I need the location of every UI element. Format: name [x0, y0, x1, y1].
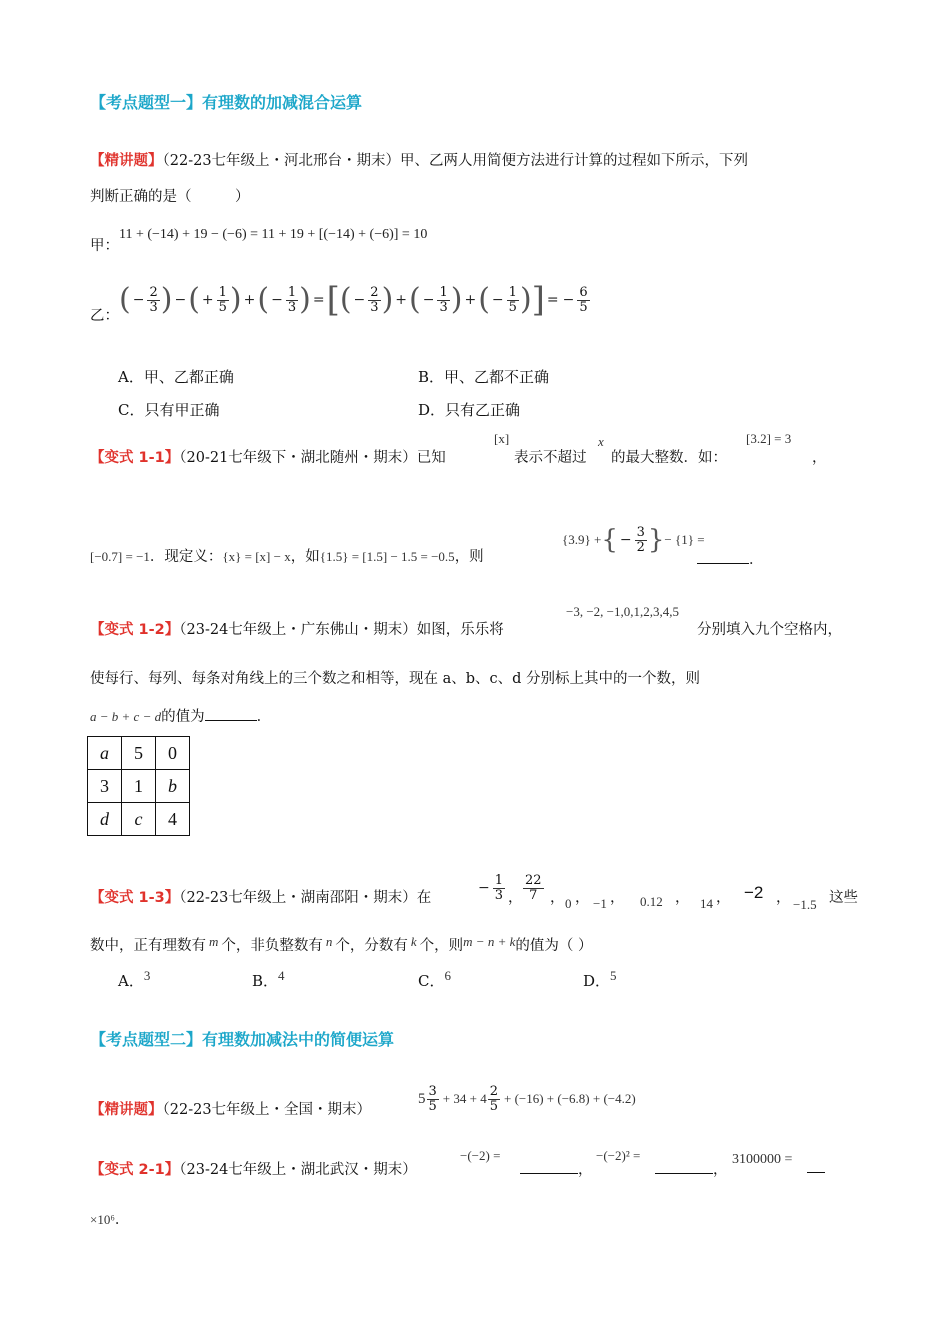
section1-heading: 【考点题型一】有理数的加减混合运算 [90, 93, 363, 112]
q2-tag: 【变式 1-1】 [90, 450, 180, 466]
grid-cell: 5 [122, 737, 156, 770]
q4-sep: ， [575, 890, 590, 906]
fraction: $\frac{1}{3}$ [287, 284, 297, 315]
fraction: $\frac{1}{5}$ [508, 284, 517, 315]
q1-option-a[interactable]: A．甲、乙都正确 [118, 368, 234, 386]
q3-text: 分别填入九个空格内， [697, 622, 842, 638]
yi-label: 乙： [90, 307, 119, 324]
q1-source: （22-23七年级上・河北邢台・期末）甲、乙两人用简便方法进行计算的过程如下所示，下列 [162, 153, 749, 169]
q2-text: 的最大整数．如： [611, 450, 727, 466]
s2-q2-line2: ×10⁶． [90, 1212, 130, 1228]
grid-cell: 3 [88, 770, 122, 803]
q4-sep: ， [550, 890, 565, 906]
q4-number-n7: −2 [744, 883, 764, 902]
q4-option-c[interactable]: C．6 [418, 968, 451, 990]
grid-cell: c [122, 803, 156, 836]
fraction: $\frac{1}{3}$ [439, 284, 448, 315]
q4-sep: ， [716, 890, 731, 906]
q3-tag: 【变式 1-2】 [90, 622, 180, 638]
grid-cell: a [88, 737, 122, 770]
fraction: $\frac{2}{3}$ [370, 284, 379, 315]
q3-numbers: −3, −2, −1,0,1,2,3,4,5 [566, 604, 679, 619]
q1-line1 [90, 149, 748, 170]
q2-line2: [−0.7] = −1．现定义：{x} = [x] − x，如{1.5} = [1.5] − 1.5 = −0.5，则 [90, 549, 484, 565]
q4-line1: 【变式 1-3】（22-23七年级上・湖南邵阳・期末）在 [90, 890, 432, 906]
grid-cell: 4 [156, 803, 190, 836]
q4-sep: ， [508, 890, 523, 906]
q1-yi: 乙： ( − $\frac{2}{3}$ ) − ( + $\frac{1}{5}$ ) + ( − $\frac{1}{3}$ ) = [ ( − $\frac{2}{3}$ ) + ( − $\frac{1}{3}$ ) + ( − $\frac{1}{5}$ ) ] = − $\frac{6}{5}$ [90, 280, 588, 324]
s2-q2-expr3: 3100000 = [732, 1152, 793, 1167]
fraction: $\frac{6}{5}$ [579, 284, 588, 315]
s2-q2-blank3[interactable] [807, 1158, 825, 1177]
q1-line2: 判断正确的是（ ） [90, 189, 250, 205]
q2-x-bracket: [x] [494, 431, 510, 446]
q3-answer-blank[interactable] [205, 706, 257, 721]
grid-cell: 1 [122, 770, 156, 803]
grid-cell: d [88, 803, 122, 836]
q1-option-c[interactable]: C．只有甲正确 [118, 401, 220, 419]
s2-q2-line1: 【变式 2-1】（23-24七年级上・湖北武汉・期末） [90, 1162, 417, 1178]
s2-q1-tag: 【精讲题】 [90, 1102, 163, 1118]
q3-line2: 使每行、每列、每条对角线上的三个数之和相等，现在 a、b、c、d 分别标上其中的一个数，则 [90, 671, 701, 687]
q4-text: 这些 [829, 890, 858, 906]
q4-number-n3: 0 [565, 896, 572, 911]
q4-line2: 数中，正有理数有 m 个，非负整数有 n 个，分数有 k 个，则m − n + k的值为（ ） [90, 934, 593, 954]
jia-label: 甲： [90, 238, 119, 254]
q2-text: ， [812, 450, 827, 466]
jia-expression: 11 + (−14) + 19 − (−6) = 11 + 19 + [(−14) + (−6)] = 10 [119, 227, 428, 242]
s2-q2-blank2[interactable]: ， [655, 1158, 728, 1179]
q2-example1: [3.2] = 3 [746, 431, 792, 446]
q2-text: 表示不超过 [514, 450, 587, 466]
grid-cell: 0 [156, 737, 190, 770]
q1-option-b[interactable]: B．甲、乙都不正确 [418, 368, 550, 386]
q2-line1: 【变式 1-1】（20-21七年级下・湖北随州・期末）已知 [90, 450, 446, 466]
s2-q2-blank1[interactable]: ， [520, 1158, 593, 1179]
s2-q1-line: 【精讲题】（22-23七年级上・全国・期末） [90, 1102, 372, 1118]
section2-heading: 【考点题型二】有理数加减法中的简便运算 [90, 1030, 395, 1049]
s2-q2-expr2: −(−2)² = [596, 1148, 641, 1163]
fraction: $\frac{2}{3}$ [149, 284, 158, 315]
q2-answer-blank[interactable]: ． [697, 548, 764, 569]
q2-expression: {3.9} + { − $\frac{3}{2}$ } − {1} = [562, 525, 705, 556]
q4-number-n5: 0.12 [640, 894, 663, 909]
q2-x: x [598, 434, 604, 449]
grid-cell: b [156, 770, 190, 803]
q4-number-n2: $\frac{22}{7}$ [525, 873, 542, 903]
q4-sep: ， [776, 890, 791, 906]
s2-q2-tag: 【变式 2-1】 [90, 1162, 180, 1178]
q4-option-a[interactable]: A．3 [118, 968, 151, 990]
q3-line1: 【变式 1-2】（23-24七年级上・广东佛山・期末）如图，乐乐将 [90, 622, 504, 638]
q4-tag: 【变式 1-3】 [90, 890, 180, 906]
s2-q2-expr1: −(−2) = [460, 1148, 501, 1163]
q1-jia [90, 222, 428, 254]
q3-line3: a − b + c − d的值为 ． [90, 705, 271, 726]
q4-number-n1: − $\frac{1}{3}$ [478, 873, 504, 903]
magic-square-grid [87, 736, 190, 836]
q4-number-n4: −1 [593, 896, 607, 911]
q4-number-n6: 14 [700, 896, 713, 911]
q1-tag: 【精讲题】 [90, 153, 163, 169]
fraction: $\frac{1}{5}$ [218, 284, 227, 315]
q4-option-b[interactable]: B．4 [252, 968, 285, 990]
q4-sep: ， [610, 890, 625, 906]
q1-option-d[interactable]: D．只有乙正确 [418, 401, 521, 419]
q4-sep: ， [675, 890, 690, 906]
s2-q1-expression: 5 $\frac{3}{5}$ + 34 + 4 $\frac{2}{5}$ + (−16) + (−6.8) + (−4.2) [418, 1084, 636, 1114]
q4-number-n8: −1.5 [793, 897, 817, 912]
q4-option-d[interactable]: D．5 [583, 968, 617, 990]
